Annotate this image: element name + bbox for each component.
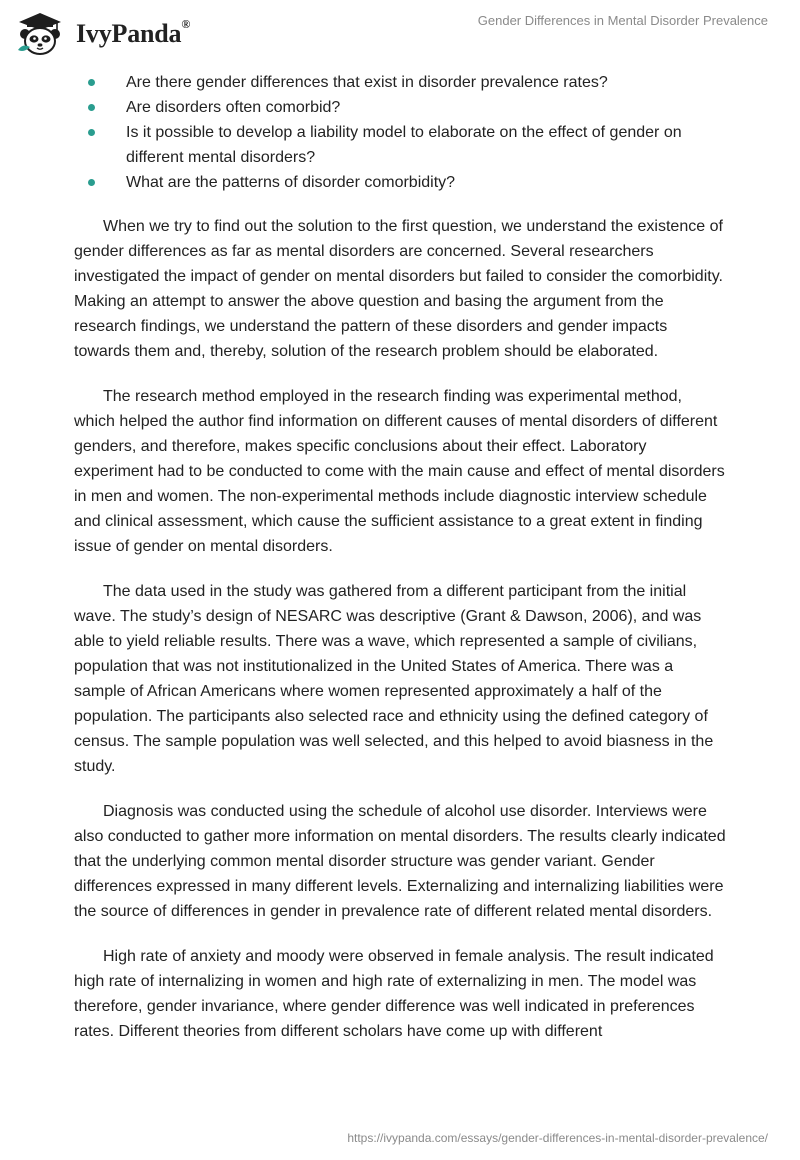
list-item-text: What are the patterns of disorder comorbidity? [126,174,456,191]
paragraph: When we try to find out the solution to the first question, we understand the existence of gender differences as far as mental disorders are concerned. Several researchers investigated the impact of gender on mental disorders but failed to consider the comorbidity. Making an attempt to answer the above question and basing the argument from the research findings, we understand the pattern of these disorders and gender impacts towards them and, thereby, solution of the research problem should be elaborated. [74,218,723,360]
registered-mark: ® [181,17,191,32]
essay-body [74,70,726,1044]
list-item-text: Is it possible to develop a liability model to elaborate on the effect of gender on different mental disorders? [126,124,682,166]
brand-name: IvyPanda® [76,17,191,48]
paragraph: The research method employed in the research finding was experimental method, which helped the author find information on different causes of mental disorders of different genders, and therefore, makes specific conclusions about their effect. Laboratory experiment had to be conducted to come with the main cause and effect of mental disorders in men and women. The non-experimental methods include diagnostic interview schedule and clinical assessment, which cause the sufficient assistance to a great extent in finding issue of gender on mental disorders. [74,388,725,555]
list-item [74,170,726,195]
bullet-dot-icon [88,79,95,86]
list-item [74,120,726,170]
bullet-dot-icon [88,104,95,111]
bullet-dot-icon [88,129,95,136]
page-header [0,0,800,70]
paragraph: High rate of anxiety and moody were observed in female analysis. The result indicated high rate of internalizing in women and high rate of externalizing in men. The model was therefore, gender invariance, where gender difference was well indicated in preferences rates. Different theories from different scholars have come up with different [74,948,714,1040]
bullet-dot-icon [88,179,95,186]
list-item-text: Are disorders often comorbid? [126,99,341,116]
paragraph: Diagnosis was conducted using the schedule of alcohol use disorder. Interviews were also conducted to gather more information on mental disorders. The results clearly indicated that the underlying common mental disorder structure was gender variant. Gender differences expressed in many different levels. Externalizing and internalizing liabilities were the source of differences in gender in prevalence rate of different related mental disorders. [74,803,726,920]
paragraph: The data used in the study was gathered from a different participant from the initial wave. The study’s design of NESARC was descriptive (Grant & Dawson, 2006), and was able to yield reliable results. There was a wave, which represented a sample of civilians, population that was not institutionalized in the United States of America. There was a sample of African Americans where women represented approximately a half of the population. The participants also selected race and ethnicity using the defined category of census. The sample population was well selected, and this helped to avoid biasness in the study. [74,583,714,775]
ivypanda-logo[interactable] [16,10,276,56]
source-url-link[interactable]: https://ivypanda.com/essays/gender-differences-in-mental-disorder-prevalence/ [347,1131,768,1145]
list-item-text: Are there gender differences that exist in disorder prevalence rates? [126,74,608,91]
list-item [74,70,726,95]
list-item [74,95,726,120]
question-list [74,70,726,195]
panda-graduation-cap-icon [16,10,68,56]
document-title: Gender Differences in Mental Disorder Prevalence [477,13,768,28]
